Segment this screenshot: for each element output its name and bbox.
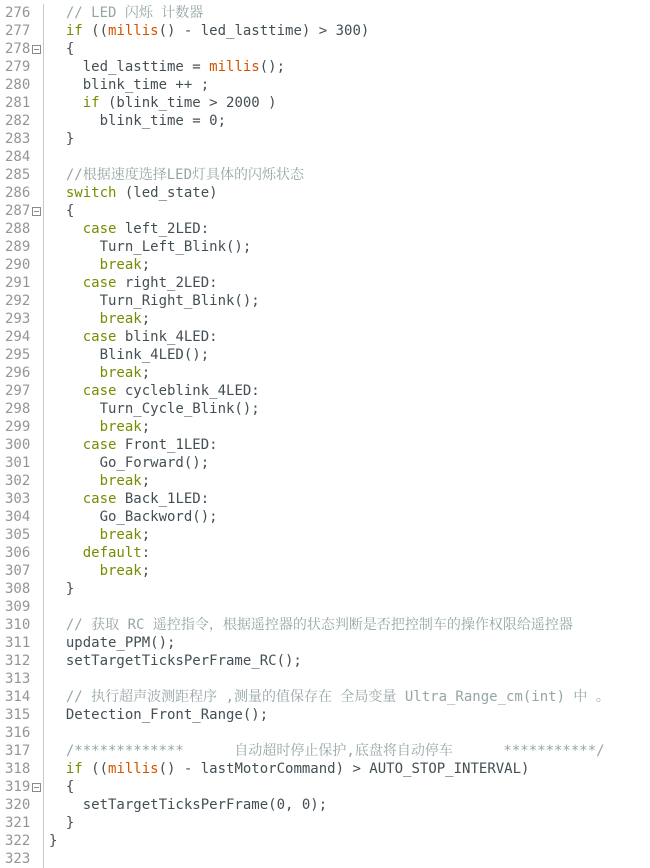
code-text: if ((millis() - lastMotorCommand) > AUTO_STOP_INTERVAL) (65, 761, 530, 777)
line-number: 295 (0, 346, 44, 364)
code-text: update_PPM(); (49, 635, 176, 651)
code-line[interactable] (0, 148, 650, 166)
line-number: 281 (0, 94, 44, 112)
line-number: 299 (0, 418, 44, 436)
code-text: if (blink_time > 2000 ) (82, 95, 277, 111)
line-number: 314 (0, 688, 44, 706)
code-line[interactable] (0, 850, 650, 868)
code-text: blink_time ++ ; (49, 77, 210, 93)
line-number: 300 (0, 436, 44, 454)
line-number: 292 (0, 292, 44, 310)
line-number: 323 (0, 850, 44, 868)
code-line[interactable] (0, 742, 650, 760)
code-text: Turn_Right_Blink(); (49, 293, 260, 309)
code-text: blink_time = 0; (49, 113, 227, 129)
code-line[interactable] (0, 310, 650, 328)
code-text: //根据速度选择LED灯具体的闪烁状态 (49, 167, 305, 183)
line-number: 322 (0, 832, 44, 850)
line-number: 280 (0, 76, 44, 94)
code-text: break; (99, 365, 151, 381)
fold-toggle-icon[interactable] (32, 783, 41, 792)
code-line[interactable] (0, 130, 650, 148)
code-text (44, 148, 49, 166)
code-line[interactable] (0, 562, 650, 580)
code-text: default: (82, 545, 151, 561)
line-number: 301 (0, 454, 44, 472)
code-line[interactable] (0, 544, 650, 562)
code-line[interactable] (0, 598, 650, 616)
line-number: 303 (0, 490, 44, 508)
code-line[interactable] (0, 760, 650, 778)
line-number: 302 (0, 472, 44, 490)
code-line[interactable] (0, 652, 650, 670)
code-line[interactable] (0, 796, 650, 814)
code-line[interactable] (0, 58, 650, 76)
code-text: } (49, 833, 58, 849)
line-number: 278 (0, 40, 44, 58)
code-text: // LED 闪烁 计数器 (49, 5, 204, 21)
code-text: { (49, 779, 75, 795)
code-text: if ((millis() - led_lasttime) > 300) (65, 23, 370, 39)
code-line[interactable] (0, 472, 650, 490)
line-number: 290 (0, 256, 44, 274)
line-number: 298 (0, 400, 44, 418)
code-text: /************* 自动超时停止保护,底盘将自动停车 ***********/ (49, 743, 605, 759)
code-text: break; (99, 257, 151, 273)
code-text: } (49, 815, 75, 831)
line-number: 277 (0, 22, 44, 40)
line-number: 285 (0, 166, 44, 184)
code-text (44, 724, 49, 742)
code-text: case Front_1LED: (82, 437, 218, 453)
code-text: } (49, 131, 75, 147)
line-number: 297 (0, 382, 44, 400)
code-text: // 执行超声波测距程序 ,测量的值保存在 全局变量 Ultra_Range_cm(int) 中 。 (49, 689, 610, 705)
code-line[interactable] (0, 616, 650, 634)
code-line[interactable] (0, 292, 650, 310)
code-line[interactable] (0, 346, 650, 364)
line-number: 315 (0, 706, 44, 724)
code-line[interactable] (0, 382, 650, 400)
line-number: 304 (0, 508, 44, 526)
line-number: 296 (0, 364, 44, 382)
code-line[interactable] (0, 4, 650, 22)
code-text: Detection_Front_Range(); (49, 707, 269, 723)
line-number: 289 (0, 238, 44, 256)
line-number: 306 (0, 544, 44, 562)
line-number: 308 (0, 580, 44, 598)
code-text: break; (99, 419, 151, 435)
code-text: switch (led_state) (65, 185, 218, 201)
code-text: case Back_1LED: (82, 491, 210, 507)
line-number: 316 (0, 724, 44, 742)
code-line[interactable] (0, 418, 650, 436)
code-line[interactable] (0, 634, 650, 652)
line-number: 276 (0, 4, 44, 22)
code-text: Go_Forward(); (49, 455, 210, 471)
code-text: case right_2LED: (82, 275, 218, 291)
code-text (44, 598, 49, 616)
code-text: Turn_Cycle_Blink(); (49, 401, 260, 417)
code-line[interactable] (0, 274, 650, 292)
code-line[interactable] (0, 256, 650, 274)
line-number: 291 (0, 274, 44, 292)
fold-toggle-icon[interactable] (32, 207, 41, 216)
code-line[interactable] (0, 778, 650, 796)
code-line[interactable] (0, 508, 650, 526)
code-text: Blink_4LED(); (49, 347, 210, 363)
line-number: 309 (0, 598, 44, 616)
code-line[interactable] (0, 364, 650, 382)
code-line[interactable] (0, 328, 650, 346)
line-number: 307 (0, 562, 44, 580)
line-number: 294 (0, 328, 44, 346)
code-text: setTargetTicksPerFrame(0, 0); (49, 797, 328, 813)
code-line[interactable] (0, 400, 650, 418)
code-line[interactable] (0, 706, 650, 724)
line-number: 305 (0, 526, 44, 544)
code-text: break; (99, 527, 151, 543)
code-text (44, 670, 49, 688)
code-text: // 获取 RC 遥控指令，根据遥控器的状态判断是否把控制车的操作权限给遥控器 (49, 617, 573, 633)
code-line[interactable] (0, 454, 650, 472)
code-line[interactable] (0, 580, 650, 598)
code-text: { (49, 41, 75, 57)
line-number: 311 (0, 634, 44, 652)
code-line[interactable] (0, 238, 650, 256)
code-line[interactable] (0, 166, 650, 184)
line-number: 321 (0, 814, 44, 832)
line-number: 287 (0, 202, 44, 220)
code-line[interactable] (0, 94, 650, 112)
code-line[interactable] (0, 112, 650, 130)
code-text: case cycleblink_4LED: (82, 383, 260, 399)
line-number: 318 (0, 760, 44, 778)
code-text: break; (99, 473, 151, 489)
code-text: case left_2LED: (82, 221, 210, 237)
code-line[interactable] (0, 814, 650, 832)
code-line[interactable] (0, 220, 650, 238)
code-line[interactable] (0, 832, 650, 850)
fold-toggle-icon[interactable] (32, 45, 41, 54)
line-number: 317 (0, 742, 44, 760)
code-line[interactable] (0, 526, 650, 544)
code-text: Go_Backword(); (49, 509, 218, 525)
code-line[interactable] (0, 670, 650, 688)
line-number: 293 (0, 310, 44, 328)
code-line[interactable] (0, 184, 650, 202)
code-text (44, 850, 49, 868)
code-line[interactable] (0, 40, 650, 58)
line-number: 312 (0, 652, 44, 670)
line-number: 288 (0, 220, 44, 238)
code-text: { (49, 203, 75, 219)
line-number: 283 (0, 130, 44, 148)
line-number: 286 (0, 184, 44, 202)
line-number: 319 (0, 778, 44, 796)
code-line[interactable] (0, 688, 650, 706)
code-line[interactable] (0, 724, 650, 742)
code-line[interactable] (0, 436, 650, 454)
code-line[interactable] (0, 490, 650, 508)
code-line[interactable] (0, 76, 650, 94)
code-text: Turn_Left_Blink(); (49, 239, 252, 255)
code-text: case blink_4LED: (82, 329, 218, 345)
code-text: break; (99, 563, 151, 579)
line-number: 320 (0, 796, 44, 814)
line-number: 313 (0, 670, 44, 688)
code-text: break; (99, 311, 151, 327)
line-number: 282 (0, 112, 44, 130)
line-number: 310 (0, 616, 44, 634)
code-text: setTargetTicksPerFrame_RC(); (49, 653, 302, 669)
code-text: led_lasttime = millis(); (49, 59, 286, 75)
code-line[interactable] (0, 202, 650, 220)
line-number: 284 (0, 148, 44, 166)
code-text: } (49, 581, 75, 597)
code-line[interactable] (0, 22, 650, 40)
line-number: 279 (0, 58, 44, 76)
